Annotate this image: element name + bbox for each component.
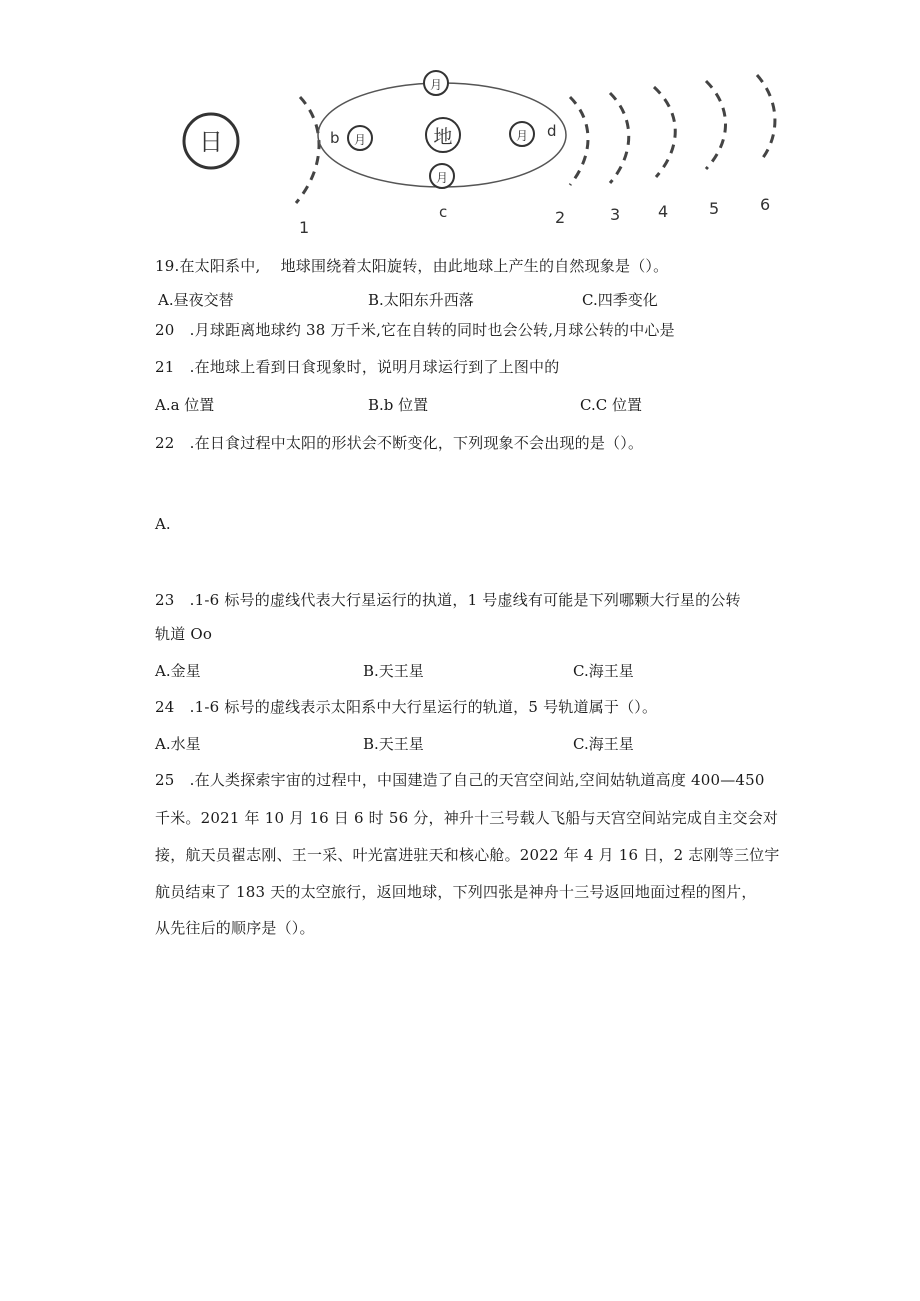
orbit-label-1: 1	[299, 218, 310, 237]
orbit-label-3: 3	[610, 205, 621, 224]
q24-option-c: C.海王星	[573, 735, 634, 753]
q23-stem-line1: 23 .1-6 标号的虚线代表大行星运行的执道，1 号虚线有可能是下列哪颗大行星的公转	[155, 591, 741, 609]
moon-d	[510, 122, 534, 146]
orbit-5	[706, 81, 726, 169]
svg-text:地: 地	[433, 126, 453, 148]
svg-text:日: 日	[199, 128, 223, 156]
orbit-4	[654, 87, 675, 177]
q23-option-a: A.金星	[155, 662, 201, 680]
orbit-label-2: 2	[555, 208, 566, 227]
q25-line-2: 千米。2021 年 10 月 16 日 6 时 56 分，神升十三号载人飞船与天宫空间站完成自主交会对	[155, 809, 779, 827]
q22-option-a: A.	[155, 515, 171, 533]
q23-stem-line2: 轨道 Oo	[155, 625, 213, 643]
q24-option-a: A.水星	[155, 735, 201, 753]
svg-text:月: 月	[429, 78, 443, 92]
q21-stem: 21 .在地球上看到日食现象时，说明月球运行到了上图中的	[155, 358, 560, 376]
q24-stem: 24 .1-6 标号的虚线表示太阳系中大行星运行的轨道，5 号轨道属于（）。	[155, 698, 658, 716]
svg-text:月: 月	[353, 133, 367, 147]
earth	[426, 118, 460, 152]
solar-system-diagram	[150, 55, 790, 245]
q19-option-a: A.昼夜交替	[158, 291, 234, 309]
q19-stem: 19.在太阳系中, 地球围绕着太阳旋转，由此地球上产生的自然现象是（）。	[155, 257, 669, 275]
q25-line-4: 航员结束了 183 天的太空旅行，返回地球，下列四张是神舟十三号返回地面过程的图片，	[155, 883, 757, 901]
svg-text:月: 月	[515, 129, 529, 143]
orbit-label-6: 6	[760, 195, 771, 214]
orbit-6	[757, 75, 775, 159]
moon-c	[430, 164, 454, 188]
label-c: c	[439, 203, 448, 221]
orbit-1	[296, 97, 319, 203]
q20-stem: 20 .月球距离地球约 38 万千米,它在自转的同时也会公转,月球公转的中心是	[155, 321, 675, 339]
q19-option-b: B.太阳东升西落	[368, 291, 474, 309]
sun	[184, 114, 238, 168]
q25-line-3: 接，航天员翟志刚、王一采、叶光富进驻天和核心舱。2022 年 4 月 16 日，2 志刚等三位宇	[155, 846, 780, 864]
q25-line-5: 从先往后的顺序是（）。	[155, 919, 315, 937]
q22-stem: 22 .在日食过程中太阳的形状会不断变化，下列现象不会出现的是（）。	[155, 434, 644, 452]
q23-option-c: C.海王星	[573, 662, 634, 680]
orbit-label-4: 4	[658, 202, 669, 221]
q19-option-c: C.四季变化	[582, 291, 658, 309]
moon-a	[424, 71, 448, 95]
moon-b	[348, 126, 372, 150]
q23-option-b: B.天王星	[363, 662, 424, 680]
q21-option-a: A.a 位置	[155, 396, 215, 414]
orbit-label-5: 5	[709, 199, 720, 218]
svg-text:月: 月	[435, 171, 449, 185]
q24-option-b: B.天王星	[363, 735, 424, 753]
label-d: d	[547, 122, 557, 140]
orbit-3	[610, 93, 629, 183]
orbit-2	[570, 97, 588, 185]
q25-line-1: 25 .在人类探索宇宙的过程中，中国建造了自己的天宫空间站,空间姑轨道高度 400—450	[155, 771, 765, 789]
q21-option-c: C.C 位置	[580, 396, 642, 414]
q21-option-b: B.b 位置	[368, 396, 429, 414]
label-b: b	[330, 129, 340, 147]
